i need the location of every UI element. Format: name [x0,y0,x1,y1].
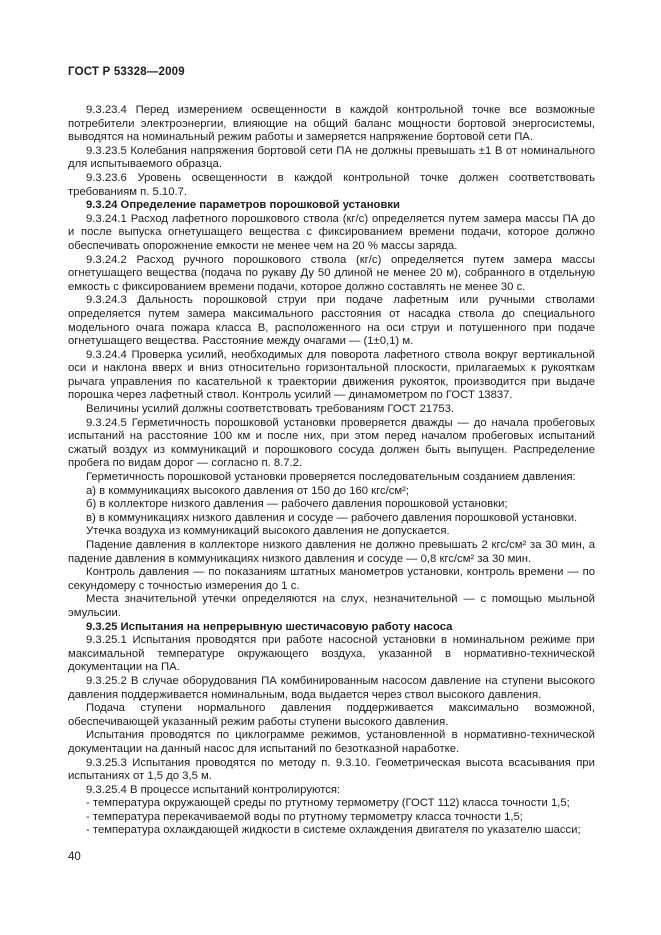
list-item: а) в коммуникациях высокого давления от 150 до 160 кгс/см²; [86,484,410,497]
list-item: в) в коммуникациях низкого давления и сосуде — рабочего давления порошковой установки. [86,511,578,524]
document-body [68,104,595,838]
section-heading: 9.3.24 Определение параметров порошковой установки [86,199,400,212]
paragraph: Падение давления в коллекторе низкого давления не должно превышать 2 кгс/см² за 30 мин, а падение давления в коммуникациях низкого давления и сосуде — 0,8 кгс/см² за 30 мин. [68,539,595,565]
section-heading: 9.3.25 Испытания на непрерывную шестичасовую работу насоса [86,620,453,633]
paragraph: 9.3.25.2 В случае оборудования ПА комбинированным насосом давление на ступени высокого давления поддерживается номинальным, вода выдается через ствол высокого давления. [68,674,595,701]
paragraph: 9.3.24.1 Расход лафетного порошкового ствола (кг/с) определяется путем замера массы ПА до и после выпуска огнетушащего вещества с фиксированием времени подачи, которое должно обеспечивать опорожнение емкости не менее чем на 20 % массы заряда. [68,212,595,252]
paragraph: Величины усилий должны соответствовать требованиям ГОСТ 21753. [86,403,455,416]
document-header: ГОСТ Р 53328—2009 [68,66,185,78]
list-item: б) в коллекторе низкого давления — рабочего давления порошковой установки; [86,498,508,511]
page-number: 40 [68,851,81,863]
paragraph: 9.3.25.1 Испытания проводятся при работе насосной установки в номинальном режиме при максимальной температуре окружающего воздуха, указанной в нормативно-технической документации на ПА. [68,634,595,674]
paragraph: 9.3.23.5 Колебания напряжения бортовой сети ПА не должны превышать ±1 В от номинального для испытываемого образца. [68,144,595,171]
list-item: - температура охлаждающей жидкости в системе охлаждения двигателя по указателю шасси; [86,824,581,837]
paragraph: Испытания проводятся по циклограмме режимов, установленной в нормативно-технической документации на данный насос для испытаний по безотказной наработке. [68,729,595,755]
paragraph: 9.3.24.2 Расход ручного порошкового ствола (кг/с) определяется путем замера массы огнетушащего вещества (подача по рукаву Ду 50 длиной не менее 20 м), собранного в отдельную емкость с фиксированием времени подачи, которое должно составлять не менее 30 с. [68,253,595,293]
paragraph: 9.3.24.4 Проверка усилий, необходимых для поворота лафетного ствола вокруг вертикальной оси и наклона вверх и вниз относительно горизонтальной плоскости, прилагаемых к рукояткам рычага управления по касательной к траектории движения рукояток, производится при выдаче порошка через лафетный ствол. Контроль усилий — динамометром по ГОСТ 13837. [68,348,595,402]
paragraph: Утечка воздуха из коммуникаций высокого давления не допускается. [86,525,450,538]
paragraph: 9.3.25.4 В процессе испытаний контролируются: [86,783,341,796]
list-item: - температура перекачиваемой воды по ртутному термометру класса точности 1,5; [86,810,523,823]
paragraph: 9.3.24.3 Дальность порошковой струи при подаче лафетным или ручными стволами определяется путем замера максимального расстояния от насадка ствола до специального модельного очага пожара класса В, расположенного на оси струи и потушенного при подаче огнетушащего вещества. Расстояние между очагами — (1±0,1) м. [68,294,595,348]
paragraph: 9.3.23.4 Перед измерением освещенности в каждой контрольной точке все возможные потребители электроэнергии, влияющие на общий баланс мощности бортовой энергосистемы, выводятся на номинальный режим работы и замеряется напряжение бортовой сети ПА. [68,104,595,144]
paragraph: Герметичность порошковой установки проверяется последовательным созданием давления: [86,471,576,484]
paragraph: 9.3.25.3 Испытания проводятся по методу п. 9.3.10. Геометрическая высота всасывания при испытаниях от 1,5 до 3,5 м. [68,756,595,783]
paragraph: Подача ступени нормального давления поддерживается максимально возможной, обеспечивающей указанный режим работы ступени высокого давления. [68,702,595,728]
paragraph: 9.3.23.6 Уровень освещенности в каждой контрольной точке должен соответствовать требованиям п. 5.10.7. [68,171,595,198]
paragraph: 9.3.24.5 Герметичность порошковой установки проверяется дважды — до начала пробеговых испытаний на расстояние 100 км и после них, при этом перед началом пробеговых испытаний сжатый воздух из коммуникаций и порошкового сосуда должен быть выпущен. Распределение пробега по видам дорог — согласно п. 8.7.2. [68,416,595,470]
paragraph: Контроль давления — по показаниям штатных манометров установки, контроль времени — по секундомеру с точностью измерения до 1 с. [68,566,595,592]
list-item: - температура окружающей среды по ртутному термометру (ГОСТ 112) класса точности 1,5; [86,797,570,810]
paragraph: Места значительной утечки определяются на слух, незначительной — с помощью мыльной эмульсии. [68,593,595,619]
